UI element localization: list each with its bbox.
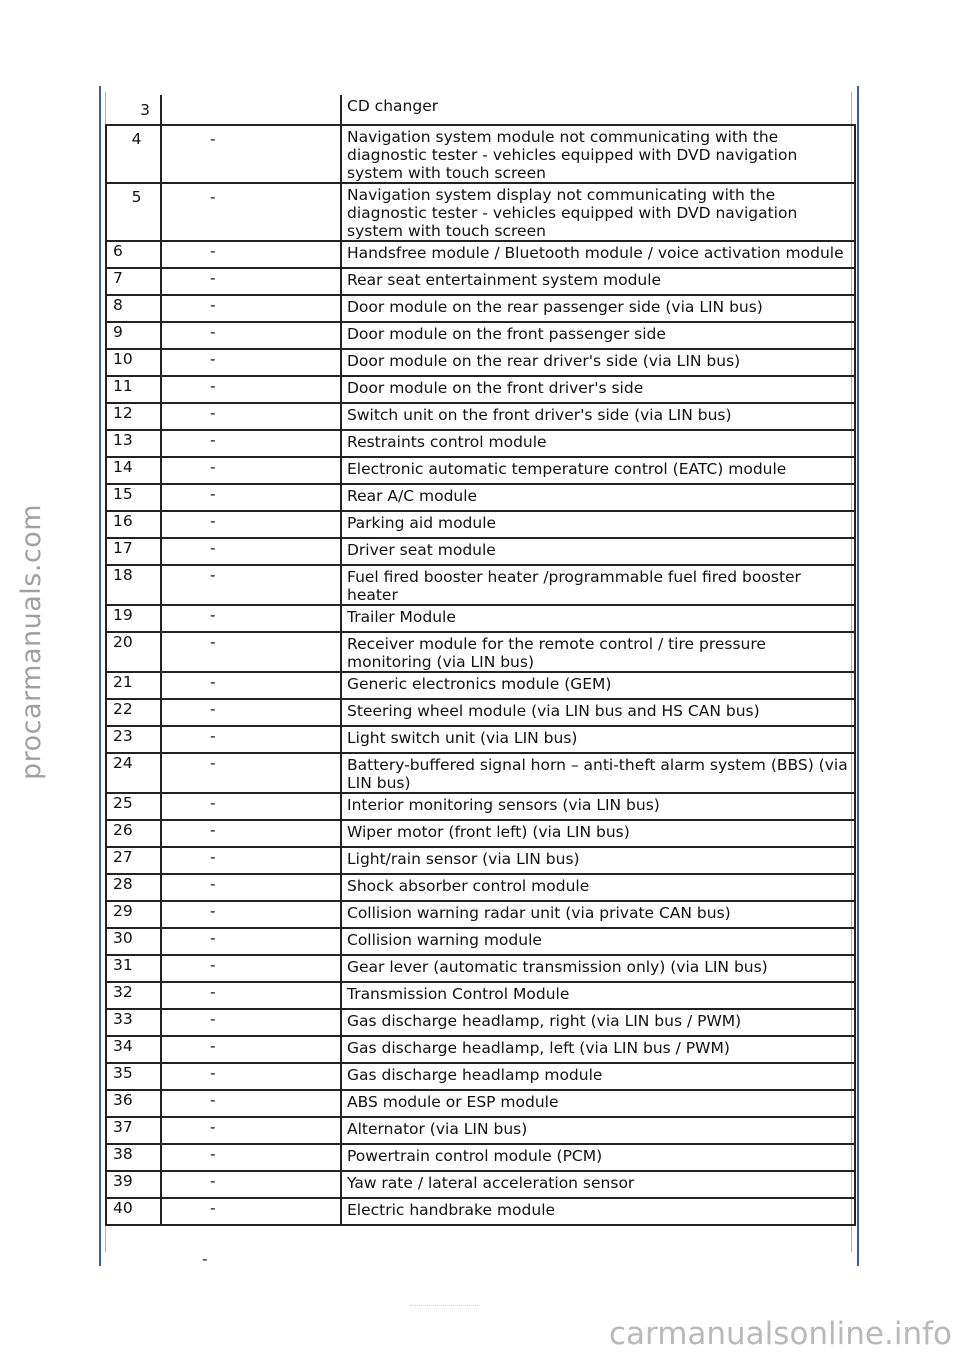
row-description: Light switch unit (via LIN bus): [341, 726, 855, 753]
row-dash: -: [161, 183, 341, 241]
table-row: [106, 1036, 855, 1063]
row-dash: -: [161, 901, 341, 928]
table-row: [106, 349, 855, 376]
row-dash: -: [161, 295, 341, 322]
row-dash: -: [161, 1090, 341, 1117]
row-description: Generic electronics module (GEM): [341, 672, 855, 699]
row-dash: -: [161, 1117, 341, 1144]
table-row: [106, 1063, 855, 1090]
row-description: Wiper motor (front left) (via LIN bus): [341, 820, 855, 847]
row-description: Powertrain control module (PCM): [341, 1144, 855, 1171]
table-row: [106, 511, 855, 538]
table-row: [106, 632, 855, 672]
row-number: 22: [106, 699, 161, 726]
table-row: [106, 1117, 855, 1144]
row-number: 27: [106, 847, 161, 874]
row-number: 5: [106, 183, 161, 241]
row-number: 31: [106, 955, 161, 982]
page-number-mark: [410, 1305, 480, 1308]
component-legend-table: [105, 95, 856, 1226]
table-row: [106, 430, 855, 457]
table-row: [106, 982, 855, 1009]
row-description: Collision warning module: [341, 928, 855, 955]
row-description: Alternator (via LIN bus): [341, 1117, 855, 1144]
row-dash: -: [161, 349, 341, 376]
row-number: 16: [106, 511, 161, 538]
row-number: 28: [106, 874, 161, 901]
row-description: Navigation system display not communicating with the diagnostic tester - vehicles equipped with DVD navigation system with touch screen: [341, 183, 855, 241]
row-dash: -: [161, 125, 341, 183]
row-description: Yaw rate / lateral acceleration sensor: [341, 1171, 855, 1198]
table-row: [106, 376, 855, 403]
row-dash: -: [161, 753, 341, 793]
row-number: 9: [106, 322, 161, 349]
row-description: Door module on the rear passenger side (via LIN bus): [341, 295, 855, 322]
row-number: 7: [106, 268, 161, 295]
row-description: Collision warning radar unit (via private CAN bus): [341, 901, 855, 928]
table-row: [106, 874, 855, 901]
row-number: 36: [106, 1090, 161, 1117]
row-description: Door module on the rear driver's side (via LIN bus): [341, 349, 855, 376]
row-number: 23: [106, 726, 161, 753]
row-description: Interior monitoring sensors (via LIN bus): [341, 793, 855, 820]
table-row: [106, 955, 855, 982]
row-description: Receiver module for the remote control / tire pressure monitoring (via LIN bus): [341, 632, 855, 672]
row-number: 30: [106, 928, 161, 955]
row-description: Steering wheel module (via LIN bus and HS CAN bus): [341, 699, 855, 726]
row-description: CD changer: [341, 95, 855, 125]
row-number: 29: [106, 901, 161, 928]
table-row: [106, 565, 855, 605]
row-description: Restraints control module: [341, 430, 855, 457]
row-number: 12: [106, 403, 161, 430]
row-description: Handsfree module / Bluetooth module / voice activation module: [341, 241, 855, 268]
right-margin-rule: [857, 86, 859, 1266]
row-dash: -: [161, 726, 341, 753]
row-number: 35: [106, 1063, 161, 1090]
row-description: Transmission Control Module: [341, 982, 855, 1009]
row-description: Battery-buffered signal horn – anti-theft alarm system (BBS) (via LIN bus): [341, 753, 855, 793]
row-description: Electronic automatic temperature control (EATC) module: [341, 457, 855, 484]
row-dash: -: [161, 632, 341, 672]
table-row: [106, 820, 855, 847]
row-number: 15: [106, 484, 161, 511]
row-number: 25: [106, 793, 161, 820]
row-dash: -: [161, 1009, 341, 1036]
table-row: [106, 241, 855, 268]
table-row: [106, 183, 855, 241]
row-dash: -: [161, 605, 341, 632]
row-description: Shock absorber control module: [341, 874, 855, 901]
table-row: [106, 125, 855, 183]
row-number: 37: [106, 1117, 161, 1144]
row-number: 3: [106, 95, 161, 125]
row-description: Switch unit on the front driver's side (via LIN bus): [341, 403, 855, 430]
row-dash: -: [161, 793, 341, 820]
row-dash: -: [161, 241, 341, 268]
row-dash: -: [161, 672, 341, 699]
table-row: [106, 268, 855, 295]
row-description: Gas discharge headlamp, right (via LIN bus / PWM): [341, 1009, 855, 1036]
table-row: [106, 403, 855, 430]
row-number: 10: [106, 349, 161, 376]
row-number: 40: [106, 1198, 161, 1225]
left-margin-rule: [99, 86, 101, 1266]
trailing-dash: -: [202, 1250, 208, 1268]
row-dash: -: [161, 538, 341, 565]
row-description: Door module on the front passenger side: [341, 322, 855, 349]
table-row: [106, 1144, 855, 1171]
row-dash: -: [161, 430, 341, 457]
row-description: Navigation system module not communicating with the diagnostic tester - vehicles equipped with DVD navigation system with touch screen: [341, 125, 855, 183]
row-description: Gas discharge headlamp, left (via LIN bus / PWM): [341, 1036, 855, 1063]
row-dash: -: [161, 376, 341, 403]
row-number: 17: [106, 538, 161, 565]
row-dash: -: [161, 322, 341, 349]
row-number: 4: [106, 125, 161, 183]
table-row: [106, 672, 855, 699]
row-number: 33: [106, 1009, 161, 1036]
row-dash: -: [161, 1171, 341, 1198]
row-number: 8: [106, 295, 161, 322]
table-row: [106, 699, 855, 726]
row-dash: -: [161, 820, 341, 847]
row-dash: -: [161, 565, 341, 605]
row-number: 14: [106, 457, 161, 484]
row-number: 32: [106, 982, 161, 1009]
table-row: [106, 95, 855, 125]
table-row: [106, 847, 855, 874]
row-description: Rear seat entertainment system module: [341, 268, 855, 295]
row-number: 19: [106, 605, 161, 632]
row-dash: -: [161, 955, 341, 982]
row-description: Light/rain sensor (via LIN bus): [341, 847, 855, 874]
table-row: [106, 484, 855, 511]
table-row: [106, 457, 855, 484]
row-number: 34: [106, 1036, 161, 1063]
row-number: 11: [106, 376, 161, 403]
row-description: Gear lever (automatic transmission only) (via LIN bus): [341, 955, 855, 982]
row-dash: -: [161, 699, 341, 726]
row-dash: -: [161, 484, 341, 511]
row-dash: -: [161, 1198, 341, 1225]
row-number: 18: [106, 565, 161, 605]
row-number: 38: [106, 1144, 161, 1171]
row-description: Parking aid module: [341, 511, 855, 538]
row-dash: -: [161, 982, 341, 1009]
row-description: Gas discharge headlamp module: [341, 1063, 855, 1090]
row-dash: [161, 95, 341, 125]
row-number: 26: [106, 820, 161, 847]
table-row: [106, 605, 855, 632]
row-number: 13: [106, 430, 161, 457]
row-description: Rear A/C module: [341, 484, 855, 511]
row-description: Electric handbrake module: [341, 1198, 855, 1225]
table-row: [106, 753, 855, 793]
table-row: [106, 1198, 855, 1225]
table-row: [106, 726, 855, 753]
row-dash: -: [161, 511, 341, 538]
row-number: 39: [106, 1171, 161, 1198]
row-dash: -: [161, 928, 341, 955]
row-number: 20: [106, 632, 161, 672]
footer-watermark: carmanualsonline.info: [608, 1316, 952, 1352]
table-row: [106, 928, 855, 955]
table-row: [106, 1009, 855, 1036]
table-row: [106, 322, 855, 349]
table-row: [106, 295, 855, 322]
row-description: Door module on the front driver's side: [341, 376, 855, 403]
table-row: [106, 1090, 855, 1117]
row-description: Fuel fired booster heater /programmable fuel fired booster heater: [341, 565, 855, 605]
row-dash: -: [161, 874, 341, 901]
row-dash: -: [161, 1144, 341, 1171]
table-row: [106, 901, 855, 928]
row-dash: -: [161, 403, 341, 430]
row-dash: -: [161, 1036, 341, 1063]
row-number: 21: [106, 672, 161, 699]
table-row: [106, 538, 855, 565]
row-dash: -: [161, 457, 341, 484]
table-row: [106, 793, 855, 820]
row-description: Driver seat module: [341, 538, 855, 565]
row-dash: -: [161, 847, 341, 874]
row-number: 6: [106, 241, 161, 268]
row-description: Trailer Module: [341, 605, 855, 632]
row-number: 24: [106, 753, 161, 793]
side-watermark: procarmanuals.com: [16, 503, 47, 780]
row-dash: -: [161, 1063, 341, 1090]
row-dash: -: [161, 268, 341, 295]
table-row: [106, 1171, 855, 1198]
row-description: ABS module or ESP module: [341, 1090, 855, 1117]
